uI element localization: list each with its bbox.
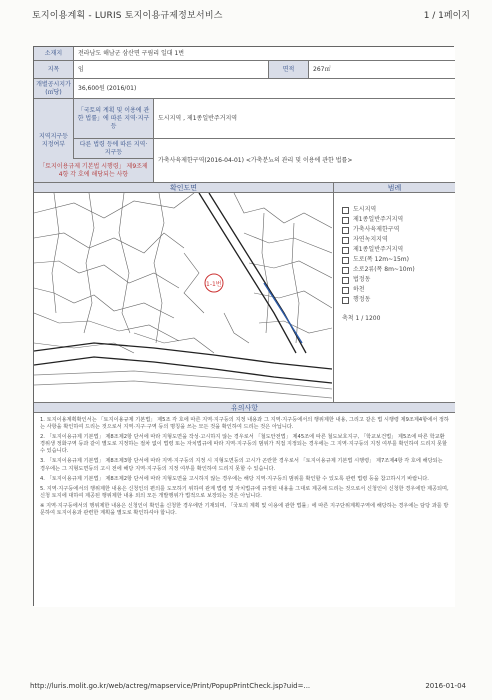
location-label: 소재지 xyxy=(34,47,74,61)
legend-item xyxy=(342,255,455,265)
zone-law-value: 도시지역 , 제1종일반주거지역 xyxy=(154,99,455,139)
legend-item xyxy=(342,245,455,255)
map-section-title: 확인도면 xyxy=(34,183,334,193)
location-value: 전라남도 해남군 삼산면 구림리 일대 1번 xyxy=(74,47,455,61)
note-paragraph: ※ 지역·지구등에서의 행위제한 내용은 신청인이 확인을 신청한 경우에만 기재되며, 「국토의 계획 및 이용에 관한 법률」에 따른 지구단위계획구역에 해당하는 경우에는 담당 과를 방문하여 토지이용과 관련한 계획을 별도로 확인하셔야 합니다. xyxy=(40,502,449,517)
legend-swatch xyxy=(342,247,349,254)
legend-swatch xyxy=(342,207,349,214)
legend-label: 자연녹지지역 xyxy=(353,236,388,243)
notes-list xyxy=(40,417,449,517)
page-header-title: 토지이용계획 - LURIS 토지이용규제정보서비스 xyxy=(32,11,223,21)
legend-swatch xyxy=(342,257,349,264)
land-use-plan-document xyxy=(33,46,454,606)
area-value: 267㎡ xyxy=(309,61,455,79)
legend-item xyxy=(342,285,455,295)
legend-swatch xyxy=(342,297,349,304)
zone-other-value: 가축사육제한구역(2016-04-01) <가축분뇨의 관리 및 이용에 관한 법률> xyxy=(154,139,455,183)
zone-other-label: 다른 법령 등에 따른 지역·지구등 xyxy=(74,139,154,159)
legend-item xyxy=(342,275,455,285)
legend-label: 행정동 xyxy=(353,296,371,303)
legend-label: 제1종일반주거지역 xyxy=(353,216,404,223)
notes-body xyxy=(34,413,455,607)
legend-label: 도로(폭 12m~15m) xyxy=(353,256,409,263)
legend-item xyxy=(342,235,455,245)
legend-item xyxy=(342,225,455,235)
cadastral-map-drawing xyxy=(34,193,332,401)
note-paragraph: 2. 「토지이용규제 기본법」 제8조제2항 단서에 따라 지형도면을 작성·고시하지 않는 경우로서 「철도안전법」 제45조에 따른 철도보호지구, 「학교보건법」 제5조에 따른 학교환경위생 정화구역 등과 같이 별도로 지정하는 절차 없이 법령 또는 자치법규에 따라 지역·지구등의 범위가 직접 지정되는 경우에는 그 지역·지구등의 지정 여부를 확인하여 드리지 못할 수 있습니다. xyxy=(40,434,448,455)
legend-label: 도시지역 xyxy=(353,206,377,213)
note-paragraph: 5. 지역·지구등에서의 행위제한 내용은 신청인의 편의를 도모하기 위하여 관계 법령 및 자치법규에 규정된 내용을 그대로 제공해 드리는 것으로서 신청인이 신청한 경우에만 제공되며, 신청 토지에 대하여 제공된 행위제한 내용 외의 모든 개발행위가 법적으로 보장되는 것은 아닙니다. xyxy=(40,485,449,499)
note-paragraph: 4. 「토지이용규제 기본법」 제8조제2항 단서에 따라 지형도면을 고시하지 않는 경우에는 해당 지역·지구등의 범위를 확인할 수 있도록 관련 법령 등을 참고하시기 바랍니다. xyxy=(40,475,429,482)
footer-date: 2016-01-04 xyxy=(425,682,466,690)
legend-swatch xyxy=(342,267,349,274)
footer-url: http://luris.molit.go.kr/web/actreg/mapservice/Print/PopupPrintCheck.jsp?uid=... xyxy=(30,682,311,690)
legend-swatch xyxy=(342,237,349,244)
cadastral-map xyxy=(34,193,334,403)
plan-label: 지역지구등 지정여부 xyxy=(34,99,74,183)
area-label: 면적 xyxy=(269,61,309,79)
legend-label: 소로2류(폭 8m~10m) xyxy=(353,266,415,273)
legend-swatch xyxy=(342,277,349,284)
jimok-value: 임 xyxy=(74,61,269,79)
map-legend xyxy=(334,193,455,403)
legend-swatch xyxy=(342,227,349,234)
price-label: 개별공시지가 (㎡당) xyxy=(34,79,74,99)
legend-item xyxy=(342,295,455,305)
page-number: 1 / 1페이지 xyxy=(423,11,470,21)
jimok-label: 지목 xyxy=(34,61,74,79)
price-value: 36,600원 (2016/01) xyxy=(74,79,455,99)
legend-list xyxy=(342,205,455,305)
legend-label: 법정동 xyxy=(353,276,371,283)
legend-label: 제1종일반주거지역 xyxy=(353,246,404,253)
enforcement-label: 「토지이용규제 기본법 시행령」 제9조제4항 각 호에 해당되는 사항 xyxy=(34,159,154,183)
legend-label: 가축사육제한구역 xyxy=(353,226,400,233)
legend-swatch xyxy=(342,217,349,224)
map-scale: 축척 1 / 1200 xyxy=(342,315,381,322)
legend-item xyxy=(342,215,455,225)
legend-label: 하천 xyxy=(353,286,365,293)
legend-swatch xyxy=(342,287,349,294)
zone-law-label: 「국토의 계획 및 이용에 관한 법률」에 따른 지역·지구등 xyxy=(74,99,154,139)
note-paragraph: 3. 「토지이용규제 기본법」 제8조제3항 단서에 따라 지역·지구등의 지정 시 지형도면등의 고시가 곤란한 경우로서 「토지이용규제 기본법 시행령」 제7조제4항 각 호에 해당되는 경우에는 그 지형도면등의 고시 전에 해당 지역·지구등의 지정 여부를 확인하여 드리지 못할 수 있습니다. xyxy=(40,458,443,472)
legend-section-title: 범례 xyxy=(334,183,455,193)
plot-label: 1-1번 xyxy=(206,281,222,288)
legend-item xyxy=(342,205,455,215)
notes-title: 유의사항 xyxy=(34,403,455,413)
note-paragraph: 1. 토지이용계획확인서는 「토지이용규제 기본법」 제5조 각 호에 따른 지역·지구등의 지정 내용과 그 지역·지구등에서의 행위제한 내용, 그리고 같은 법 시행령 제9조제4항에서 정하는 사항을 확인하여 드리는 것으로서 지역·지구·구역 등의 명칭을 쓰는 모든 것을 확인하여 드리는 것은 아닙니다. xyxy=(40,417,449,431)
legend-item xyxy=(342,265,455,275)
